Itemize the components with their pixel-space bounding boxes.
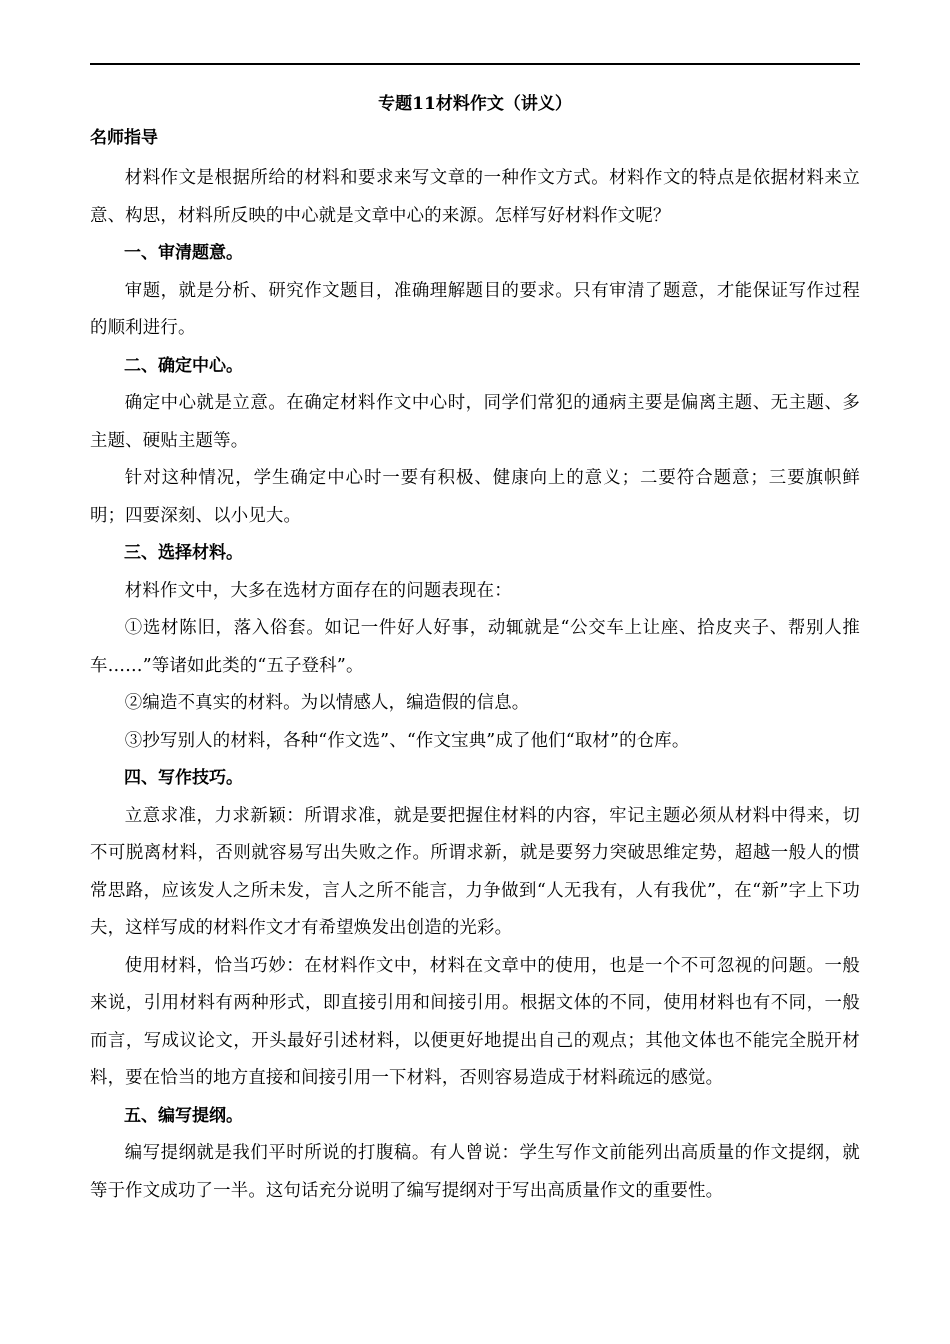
paragraph: ②编造不真实的材料。为以情感人，编造假的信息。 (124, 693, 530, 713)
document-title: 专题11材料作文（讲义） (378, 94, 572, 114)
heading-write-outline: 五、编写提纲。 (124, 1105, 243, 1126)
paragraph: ①选材陈旧，落入俗套。如记一件好人好事，动辄就是“公交车上让座、拾皮夹子、帮别人推车……”等诸如此类的“五子登科”。 (90, 618, 860, 676)
document-body (90, 92, 860, 1210)
paragraph: 针对这种情况，学生确定中心时一要有积极、健康向上的意义；二要符合题意；三要旗帜鲜明；四要深刻、以小见大。 (90, 468, 860, 526)
header-rule (90, 63, 860, 65)
paragraph: 立意求准，力求新颖：所谓求准，就是要把握住材料的内容，牢记主题必须从材料中得来，切不可脱离材料，否则就容易写出失败之作。所谓求新，就是要努力突破思维定势，超越一般人的惯常思路，应该发人之所未发，言人之所不能言，力争做到“人无我有，人有我优”，在“新”字上下功夫，这样写成的材料作文才有希望焕发出创造的光彩。 (90, 805, 860, 938)
paragraph: 审题，就是分析、研究作文题目，准确理解题目的要求。只有审清了题意，才能保证写作过程的顺利进行。 (90, 280, 860, 338)
intro-paragraph: 材料作文是根据所给的材料和要求来写文章的一种作文方式。材料作文的特点是依据材料来立意、构思，材料所反映的中心就是文章中心的来源。怎样写好材料作文呢？ (90, 168, 860, 226)
heading-writing-skills: 四、写作技巧。 (124, 768, 243, 788)
section-label: 名师指导 (90, 128, 158, 148)
paragraph: 使用材料，恰当巧妙：在材料作文中，材料在文章中的使用，也是一个不可忽视的问题。一般来说，引用材料有两种形式，即直接引用和间接引用。根据文体的不同，使用材料也有不同，一般而言，写成议论文，开头最好引述材料，以便更好地提出自己的观点；其他文体也不能完全脱开材料，要在恰当的地方直接和间接引用一下材料，否则容易造成于材料疏远的感觉。 (90, 955, 860, 1088)
paragraph: 编写提纲就是我们平时所说的打腹稿。有人曾说：学生写作文前能列出高质量的作文提纲，就等于作文成功了一半。这句话充分说明了编写提纲对于写出高质量作文的重要性。 (90, 1143, 860, 1201)
heading-determine-center: 二、确定中心。 (124, 355, 243, 376)
paragraph: 确定中心就是立意。在确定材料作文中心时，同学们常犯的通病主要是偏离主题、无主题、多主题、硬贴主题等。 (90, 393, 860, 451)
paragraph: ③抄写别人的材料，各种“作文选”、“作文宝典”成了他们“取材”的仓库。 (124, 730, 690, 751)
heading-select-material: 三、选择材料。 (124, 543, 243, 563)
paragraph: 材料作文中，大多在选材方面存在的问题表现在： (124, 580, 512, 601)
heading-review-topic: 一、审清题意。 (124, 243, 243, 263)
